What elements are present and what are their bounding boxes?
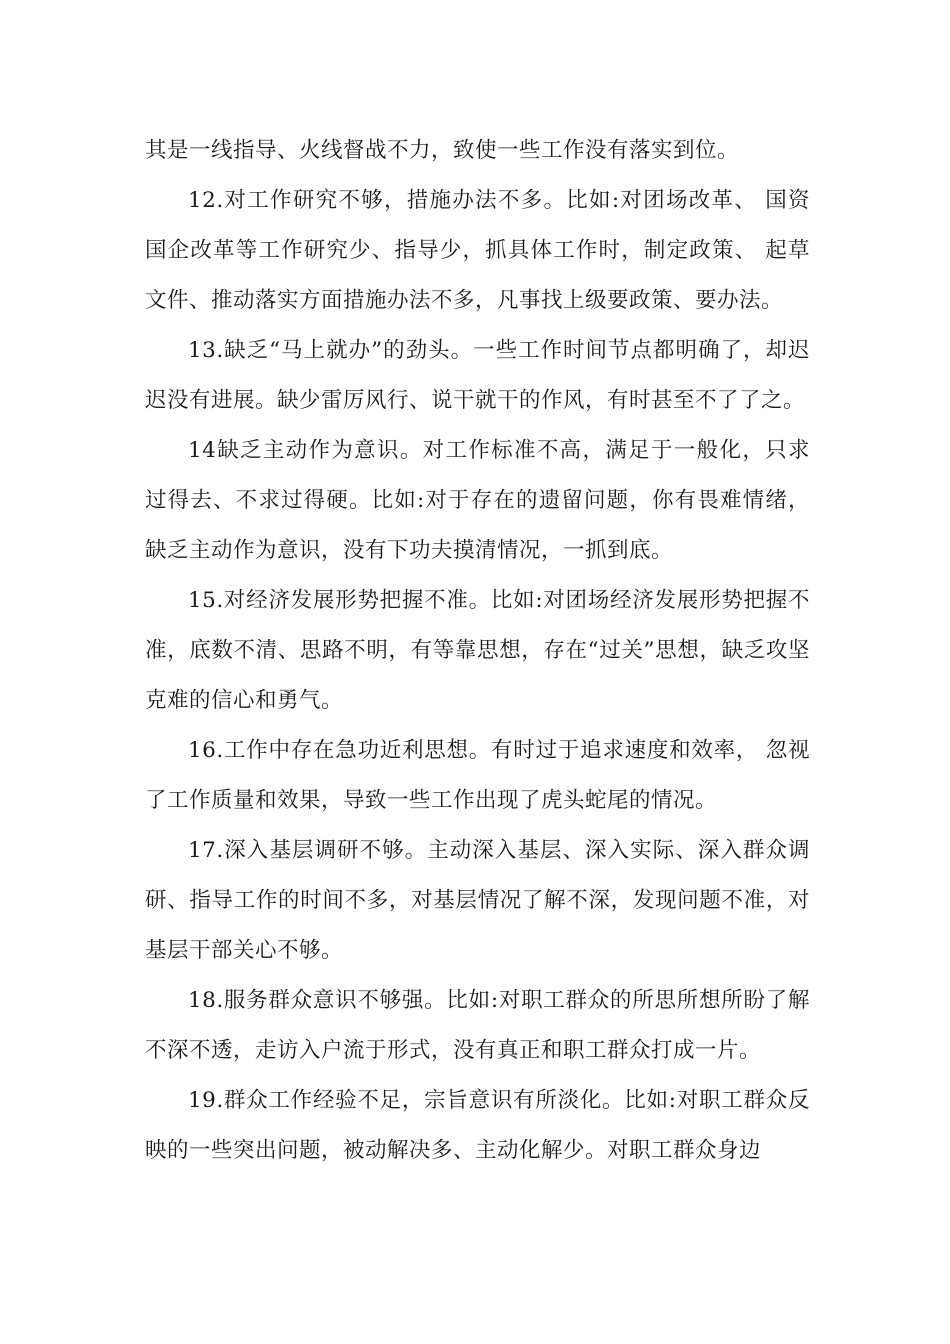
document-body bbox=[145, 126, 810, 1176]
paragraph-item-13: 13.缺乏“马上就办”的劲头。一些工作时间节点都明确了，却迟迟没有进展。缺少雷厉风行、说干就干的作风，有时甚至不了了之。 bbox=[145, 338, 810, 413]
paragraph-item-15: 15.对经济发展形势把握不准。比如:对团场经济发展形势把握不准，底数不清、思路不明，有等靠思想，存在“过关”思想，缺乏攻坚克难的信心和勇气。 bbox=[145, 588, 810, 713]
paragraph-continuation: 其是一线指导、火线督战不力，致使一些工作没有落实到位。 bbox=[145, 138, 740, 163]
paragraph-item-17: 17.深入基层调研不够。主动深入基层、深入实际、深入群众调研、指导工作的时间不多，对基层情况了解不深，发现问题不准，对基层干部关心不够。 bbox=[145, 838, 810, 963]
paragraph-item-19: 19.群众工作经验不足，宗旨意识有所淡化。比如:对职工群众反映的一些突出问题，被动解决多、主动化解少。对职工群众身边 bbox=[145, 1088, 810, 1163]
paragraph-item-16: 16.工作中存在急功近利思想。有时过于追求速度和效率， 忽视了工作质量和效果，导致一些工作出现了虎头蛇尾的情况。 bbox=[145, 738, 810, 813]
paragraph-item-18: 18.服务群众意识不够强。比如:对职工群众的所思所想所盼了解不深不透，走访入户流于形式，没有真正和职工群众打成一片。 bbox=[145, 988, 810, 1063]
paragraph-item-12: 12.对工作研究不够，措施办法不多。比如:对团场改革、 国资国企改革等工作研究少、指导少，抓具体工作时，制定政策、 起草文件、推动落实方面措施办法不多，凡事找上级要政策、要办法。 bbox=[145, 188, 810, 313]
paragraph-item-14: 14缺乏主动作为意识。对工作标准不高，满足于一般化，只求过得去、不求过得硬。比如:对于存在的遗留问题，你有畏难情绪，缺乏主动作为意识，没有下功夫摸清情况，一抓到底。 bbox=[145, 438, 810, 563]
